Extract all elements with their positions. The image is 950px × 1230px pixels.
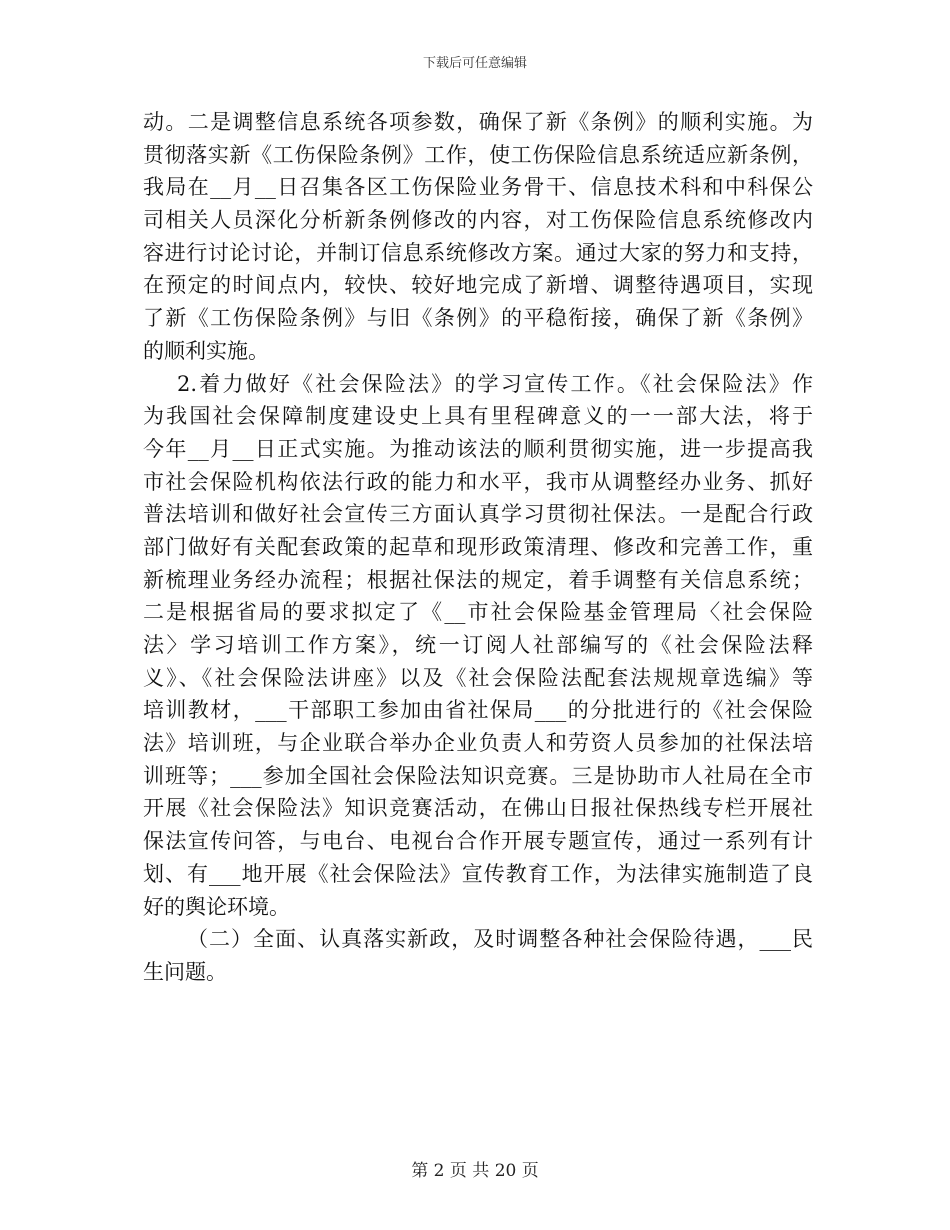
text-line: 二是根据省局的要求拟定了《__市社会保险基金管理局〈社会保险 bbox=[143, 600, 813, 625]
text-line: 普法培训和做好社会宣传三方面认真学习贯彻社保法。一是配合行政 bbox=[143, 502, 813, 527]
text-line: 为我国社会保障制度建设史上具有里程碑意义的一一部大法，将于 bbox=[143, 404, 813, 429]
paragraph-first-line: 2.着力做好《社会保险法》的学习宣传工作。《社会保险法》作 bbox=[177, 371, 813, 396]
text-line: 法〉学习培训工作方案》，统一订阅人社部编写的《社会保险法释 bbox=[143, 633, 813, 657]
text-line: 了新《工伤保险条例》与旧《条例》的平稳衔接，确保了新《条例》 bbox=[143, 306, 813, 331]
text-line: 划、有___地开展《社会保险法》宣传教育工作，为法律实施制造了良 bbox=[143, 861, 813, 886]
text-line: 法》培训班，与企业联合举办企业负责人和劳资人员参加的社保法培 bbox=[143, 731, 813, 756]
text-line: 好的舆论环境。 bbox=[143, 894, 290, 919]
text-line: 新梳理业务经办流程；根据社保法的规定，着手调整有关信息系统； bbox=[143, 567, 813, 592]
text-line: 在预定的时间点内，较快、较好地完成了新增、调整待遇项目，实现 bbox=[143, 273, 813, 298]
text-line: 司相关人员深化分析新条例修改的内容，对工伤保险信息系统修改内 bbox=[143, 208, 813, 233]
document-body bbox=[143, 106, 813, 989]
text-line: 生问题。 bbox=[143, 959, 227, 984]
text-line: 义》、《社会保险法讲座》以及《社会保险法配套法规规章选编》等 bbox=[143, 665, 813, 690]
text-line: 容进行讨论讨论，并制订信息系统修改方案。通过大家的努力和支持， bbox=[143, 240, 813, 265]
text-line: 开展《社会保险法》知识竞赛活动，在佛山日报社保热线专栏开展社 bbox=[143, 796, 813, 821]
text-line: 培训教材，___干部职工参加由省社保局___的分批进行的《社会保险 bbox=[143, 698, 813, 723]
paragraph-first-line: （二）全面、认真落实新政，及时调整各种社会保险待遇，___民 bbox=[187, 927, 813, 952]
text-line: 训班等；___参加全国社会保险法知识竞赛。三是协助市人社局在全市 bbox=[143, 763, 813, 788]
text-line: 部门做好有关配套政策的起草和现形政策清理、修改和完善工作，重 bbox=[143, 534, 813, 559]
text-line: 今年__月__日正式实施。为推动该法的顺利贯彻实施，进一步提高我 bbox=[143, 436, 813, 461]
page-number-footer: 第 2 页 共 20 页 bbox=[411, 1161, 539, 1181]
text-line: 保法宣传问答，与电台、电视台合作开展专题宣传，通过一系列有计 bbox=[143, 829, 813, 854]
text-line: 我局在__月__日召集各区工伤保险业务骨干、信息技术科和中科保公 bbox=[143, 175, 813, 200]
text-line: 的顺利实施。 bbox=[143, 338, 269, 363]
text-line: 市社会保险机构依法行政的能力和水平，我市从调整经办业务、抓好 bbox=[143, 469, 813, 494]
text-line: 贯彻落实新《工伤保险条例》工作，使工伤保险信息系统适应新条例， bbox=[143, 142, 813, 167]
text-line: 动。二是调整信息系统各项参数，确保了新《条例》的顺利实施。为 bbox=[143, 110, 813, 134]
page-header-note: 下载后可任意编辑 bbox=[422, 56, 527, 71]
